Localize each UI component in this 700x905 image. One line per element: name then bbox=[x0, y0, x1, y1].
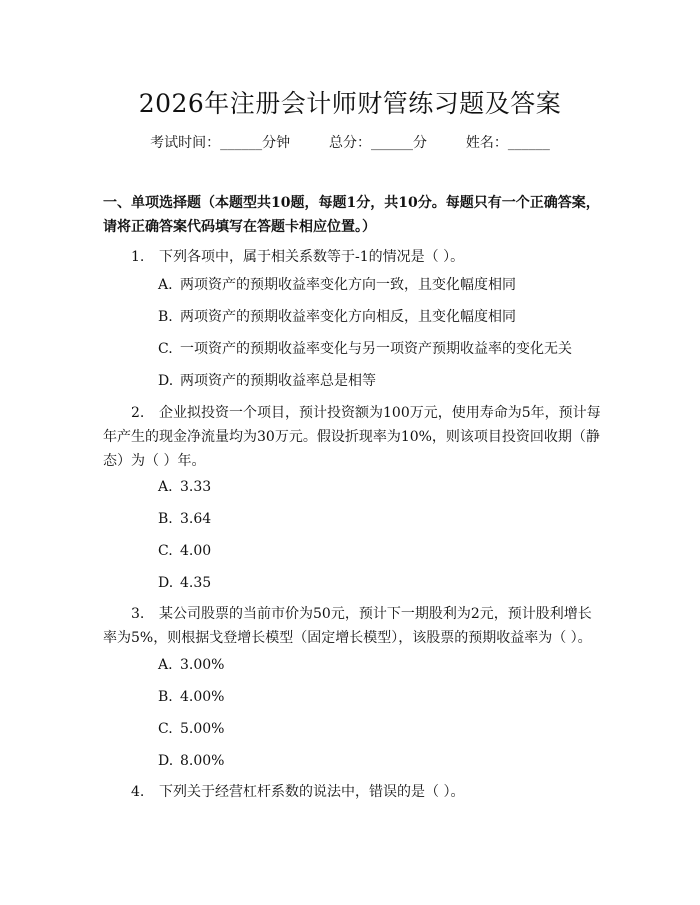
option-key: A. bbox=[158, 479, 173, 495]
option-text: 5.00% bbox=[180, 721, 225, 737]
option-key: A. bbox=[158, 657, 173, 673]
question-number: 1. bbox=[131, 249, 145, 265]
option-key: D. bbox=[158, 373, 174, 389]
question-text: 企业拟投资一个项目，预计投资额为100万元，使用寿命为5年，预计每年产生的现金净流量均为30万元。假设折现率为10%，则该项目投资回收期（静态）为（ ）年。 bbox=[103, 405, 601, 469]
question-text: 下列关于经营杠杆系数的说法中，错误的是（ ）。 bbox=[159, 784, 465, 800]
option-key: C. bbox=[158, 543, 173, 559]
option-key: A. bbox=[158, 277, 173, 293]
option-text: 两项资产的预期收益率变化方向相反，且变化幅度相同 bbox=[180, 309, 516, 325]
option-key: D. bbox=[158, 753, 174, 769]
option-text: 3.64 bbox=[180, 511, 212, 527]
question-text: 下列各项中，属于相关系数等于-1的情况是（ ）。 bbox=[159, 249, 465, 265]
option bbox=[158, 508, 211, 530]
score-label: 总分： bbox=[329, 135, 371, 151]
option bbox=[158, 306, 516, 328]
option-key: C. bbox=[158, 341, 173, 357]
question-2 bbox=[103, 401, 603, 473]
option-text: 两项资产的预期收益率变化方向一致，且变化幅度相同 bbox=[180, 277, 516, 293]
option-text: 两项资产的预期收益率总是相等 bbox=[180, 373, 376, 389]
score-blank: ______分 bbox=[371, 135, 427, 151]
option bbox=[158, 476, 211, 498]
option-key: C. bbox=[158, 721, 173, 737]
option-key: D. bbox=[158, 575, 174, 591]
question-number: 4. bbox=[131, 784, 145, 800]
option-key: B. bbox=[158, 309, 173, 325]
option-key: B. bbox=[158, 511, 173, 527]
name-label: 姓名： bbox=[465, 135, 508, 151]
option bbox=[158, 540, 211, 562]
option bbox=[158, 338, 572, 360]
document-title: 2026年注册会计师财管练习题及答案 bbox=[138, 89, 562, 118]
option-text: 3.33 bbox=[180, 479, 212, 495]
option bbox=[158, 370, 376, 392]
option-text: 8.00% bbox=[180, 753, 225, 769]
section-heading: 一、单项选择题（本题型共10题，每题1分，共10分。每题只有一个正确答案，请将正确答案代码填写在答题卡相应位置。） bbox=[103, 195, 600, 235]
option bbox=[158, 686, 224, 708]
question-text: 某公司股票的当前市价为50元，预计下一期股利为2元，预计股利增长率为5%，则根据戈登增长模型（固定增长模型），该股票的预期收益率为（ ）。 bbox=[103, 606, 592, 646]
time-blank: ______分钟 bbox=[220, 135, 291, 151]
question-1 bbox=[103, 245, 603, 269]
option bbox=[158, 654, 224, 676]
question-3 bbox=[103, 602, 603, 650]
option-text: 3.00% bbox=[180, 657, 225, 673]
time-label: 考试时间： bbox=[150, 135, 221, 151]
option-text: 4.35 bbox=[180, 575, 212, 591]
option-text: 一项资产的预期收益率变化与另一项资产预期收益率的变化无关 bbox=[180, 341, 572, 357]
option bbox=[158, 572, 211, 594]
question-4 bbox=[103, 780, 603, 804]
option-key: B. bbox=[158, 689, 173, 705]
name-blank: ______ bbox=[507, 135, 550, 151]
option-text: 4.00 bbox=[180, 543, 212, 559]
question-number: 3. bbox=[131, 606, 145, 622]
option bbox=[158, 718, 224, 740]
option-text: 4.00% bbox=[180, 689, 225, 705]
question-number: 2. bbox=[131, 405, 145, 421]
exam-info-line bbox=[0, 132, 700, 152]
option bbox=[158, 274, 516, 296]
option bbox=[158, 750, 224, 772]
